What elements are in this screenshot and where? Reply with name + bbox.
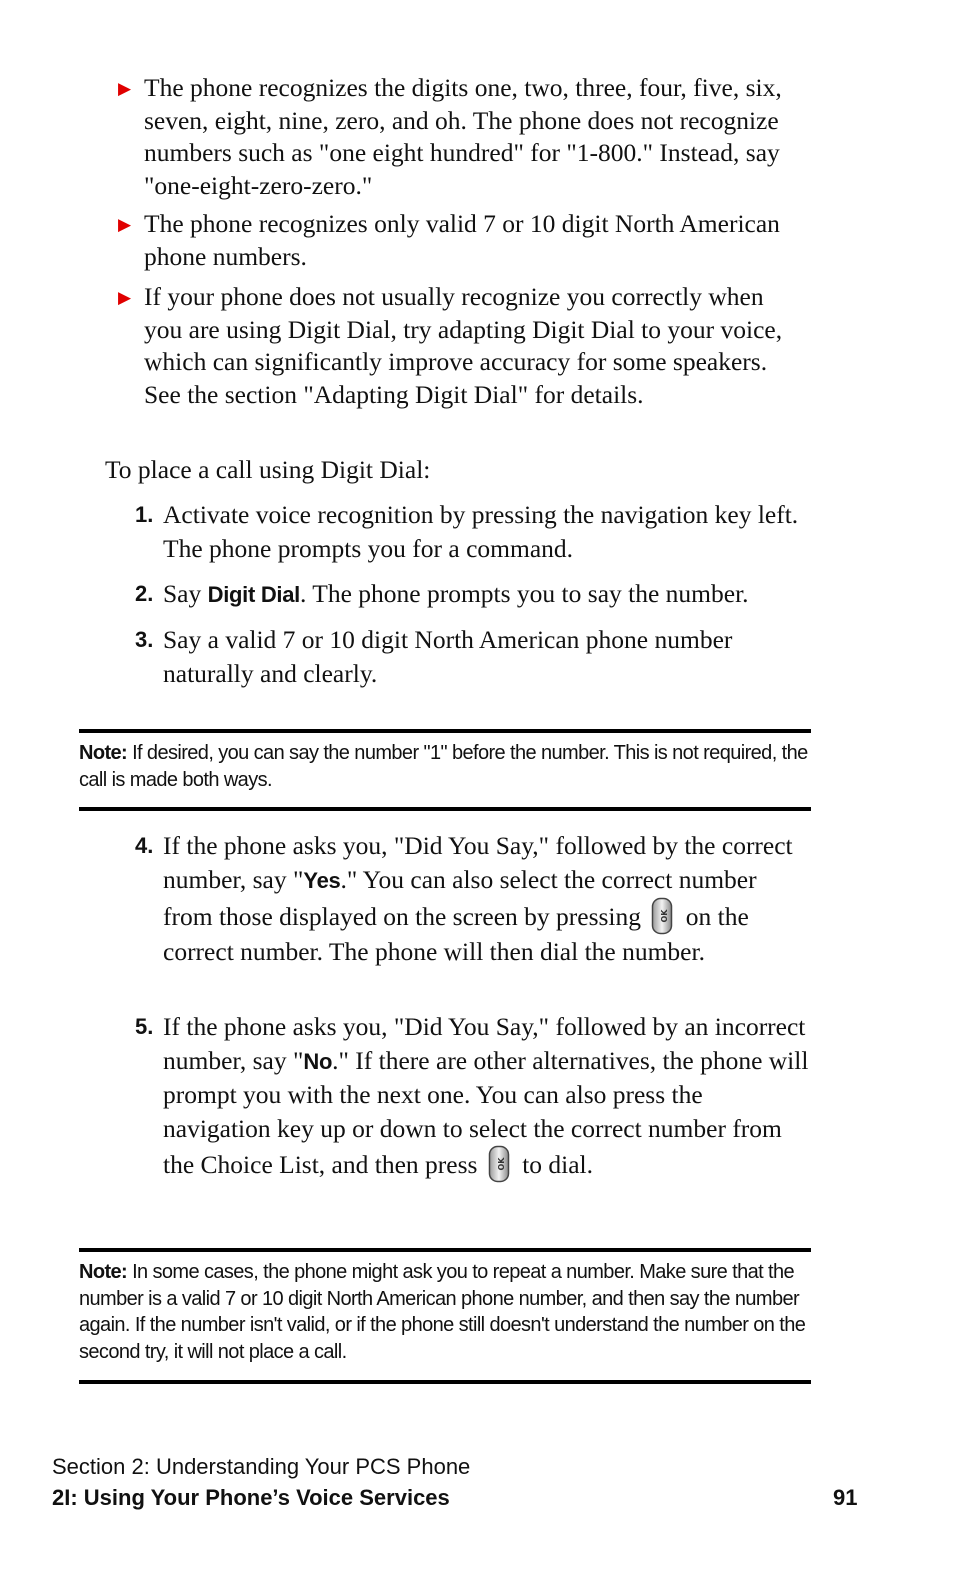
- step-text: If the phone asks you, "Did You Say," followed by the correct number, say "Yes." You can also select the correct number from those displayed on the screen by pressing OK on the correct number. The phone will then dial the number.: [163, 831, 793, 966]
- svg-text:OK: OK: [660, 909, 670, 923]
- step-number: 3.: [135, 627, 154, 652]
- svg-text:OK: OK: [496, 1157, 506, 1171]
- step-text: Say a valid 7 or 10 digit North American phone number naturally and clearly.: [163, 625, 733, 688]
- step-text: Say Digit Dial. The phone prompts you to say the number.: [163, 579, 749, 608]
- voice-command: Yes: [303, 867, 341, 893]
- bullet-arrow-icon: ▶: [118, 215, 132, 234]
- step-number: 1.: [135, 502, 154, 527]
- note-label: Note:: [79, 742, 128, 764]
- bullet-item: [118, 72, 808, 202]
- step-item: [135, 623, 811, 690]
- step-item: [135, 829, 811, 969]
- voice-command: Digit Dial: [207, 582, 300, 607]
- step-item: [135, 577, 811, 612]
- voice-command: No: [303, 1048, 333, 1074]
- step-number: 2.: [135, 581, 154, 606]
- note-box: [79, 729, 811, 811]
- note-label: Note:: [79, 1261, 128, 1283]
- note-box: [79, 1248, 811, 1384]
- step-number: 5.: [135, 1014, 154, 1039]
- bullet-item: [118, 281, 808, 411]
- ok-key-icon: [651, 897, 673, 935]
- bullet-text: The phone recognizes only valid 7 or 10 digit North American phone numbers.: [144, 209, 780, 271]
- bullet-text: If your phone does not usually recognize you correctly when you are using Digit Dial, try adapting Digit Dial to your voice, which can significantly improve accuracy for some speakers. See the section "Adapting Digit Dial" for details.: [144, 282, 783, 409]
- note-text: Note: In some cases, the phone might ask you to repeat a number. Make sure that the number is a valid 7 or 10 digit North American phone number, and then say the number again. If the number isn't valid, or if the phone still doesn't understand the number on the second try, it will not place a call.: [79, 1261, 806, 1363]
- bullet-text: The phone recognizes the digits one, two, three, four, five, six, seven, eight, nine, zero, and oh. The phone does not recognize numbers such as "one eight hundred" for "1-800." Instead, say "one-eight-zero-zero.": [144, 73, 782, 200]
- footer-chapter-title: 2I: Using Your Phone’s Voice Services: [52, 1485, 450, 1510]
- step-number: 4.: [135, 833, 154, 858]
- note-text: Note: If desired, you can say the number "1" before the number. This is not required, the call is made both ways.: [79, 742, 808, 791]
- bullet-arrow-icon: ▶: [118, 79, 132, 98]
- step-item: [135, 498, 811, 565]
- step-text: If the phone asks you, "Did You Say," followed by an incorrect number, say "No." If there are other alternatives, the phone will prompt you with the next one. You can also press the navigation key up or down to select the correct number from the Choice List, and then press OK to dial.: [163, 1010, 811, 1183]
- procedure-intro: To place a call using Digit Dial:: [105, 455, 431, 484]
- step-item: [135, 1010, 811, 1183]
- step-text: Activate voice recognition by pressing the navigation key left. The phone prompts you for a command.: [163, 500, 799, 563]
- footer-section-title: Section 2: Understanding Your PCS Phone: [52, 1454, 471, 1479]
- ok-key-icon: [488, 1145, 510, 1183]
- bullet-item: [118, 208, 808, 273]
- page-number: 91: [833, 1485, 858, 1510]
- bullet-arrow-icon: ▶: [118, 288, 132, 307]
